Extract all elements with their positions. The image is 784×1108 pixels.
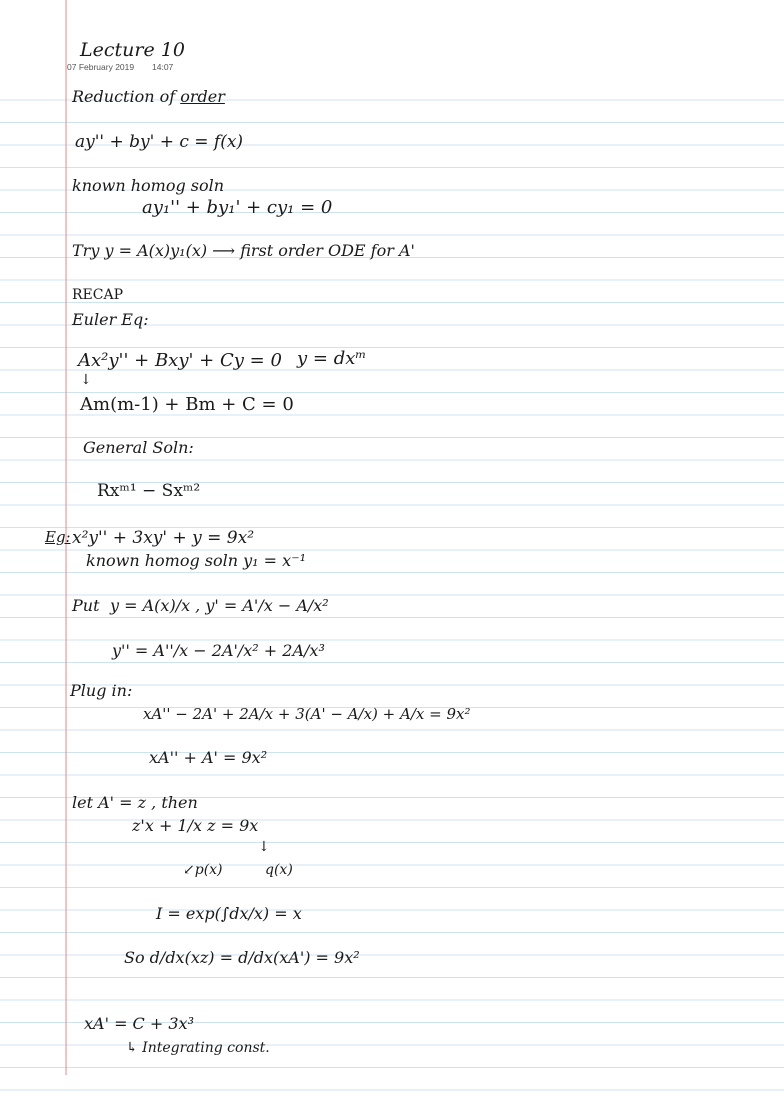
heading (72, 89, 225, 105)
example-label: Eg: (45, 528, 71, 546)
p-of-x-label: p(x) (194, 862, 223, 878)
heading-underlined: order (180, 87, 225, 106)
plug-eq: xA'' − 2A' + 2A/x + 3(A' − A/x) + A/x = 9x² (143, 705, 471, 723)
euler-guess: y = dxᵐ (297, 348, 367, 369)
recap-line: RECAP (72, 287, 124, 303)
heading-text: Reduction of (72, 87, 176, 106)
let-line: let A' = z , then (72, 793, 198, 812)
ypp-eq: y'' = A''/x − 2A'/x² + 2A/x³ (112, 641, 325, 660)
down-arrow: ↓ (80, 372, 92, 388)
put-label: Put (72, 596, 100, 615)
so-line: So d/dx(xz) = d/dx(xA') = 9x² (124, 948, 360, 967)
euler-eq: Ax²y'' + Bxy' + Cy = 0 (78, 350, 282, 371)
plug-label: Plug in: (70, 681, 133, 700)
p-of-x: ↙p(x) (183, 862, 223, 878)
example-eq: x²y'' + 3xy' + y = 9x² (72, 528, 255, 548)
q-of-x: ↓ (258, 839, 270, 855)
example-known: known homog soln y₁ = x⁻¹ (86, 551, 307, 570)
try-line: Try y = A(x)y₁(x) ⟶ first order ODE for A' (72, 241, 415, 260)
general-line: General Soln: (83, 438, 194, 457)
general-sol: Rxᵐ¹ − Sxᵐ² (97, 481, 201, 501)
note-time: 14:07 (152, 62, 174, 72)
put-eq: y = A(x)/x , y' = A'/x − A/x² (110, 596, 329, 615)
integrating-factor: I = exp(∫dx/x) = x (156, 904, 302, 923)
q-of-x-label: q(x) (265, 862, 293, 878)
euler-line: Euler Eq: (72, 310, 149, 329)
homog-eq: ay₁'' + by₁' + cy₁ = 0 (142, 197, 333, 218)
note-date: 07 February 2019 (67, 62, 135, 72)
z-eq: z'x + 1/x z = 9x (132, 816, 259, 835)
char-eq: Am(m-1) + Bm + C = 0 (80, 394, 294, 415)
ode-line: ay'' + by' + c = f(x) (75, 132, 244, 152)
known-line: known homog soln (72, 176, 225, 195)
note-title: Lecture 10 (80, 39, 185, 61)
final-eq: xA' = C + 3x³ (84, 1014, 194, 1033)
simplified-eq: xA'' + A' = 9x² (149, 748, 268, 767)
integrating-const: ↳ Integrating const. (126, 1040, 270, 1056)
